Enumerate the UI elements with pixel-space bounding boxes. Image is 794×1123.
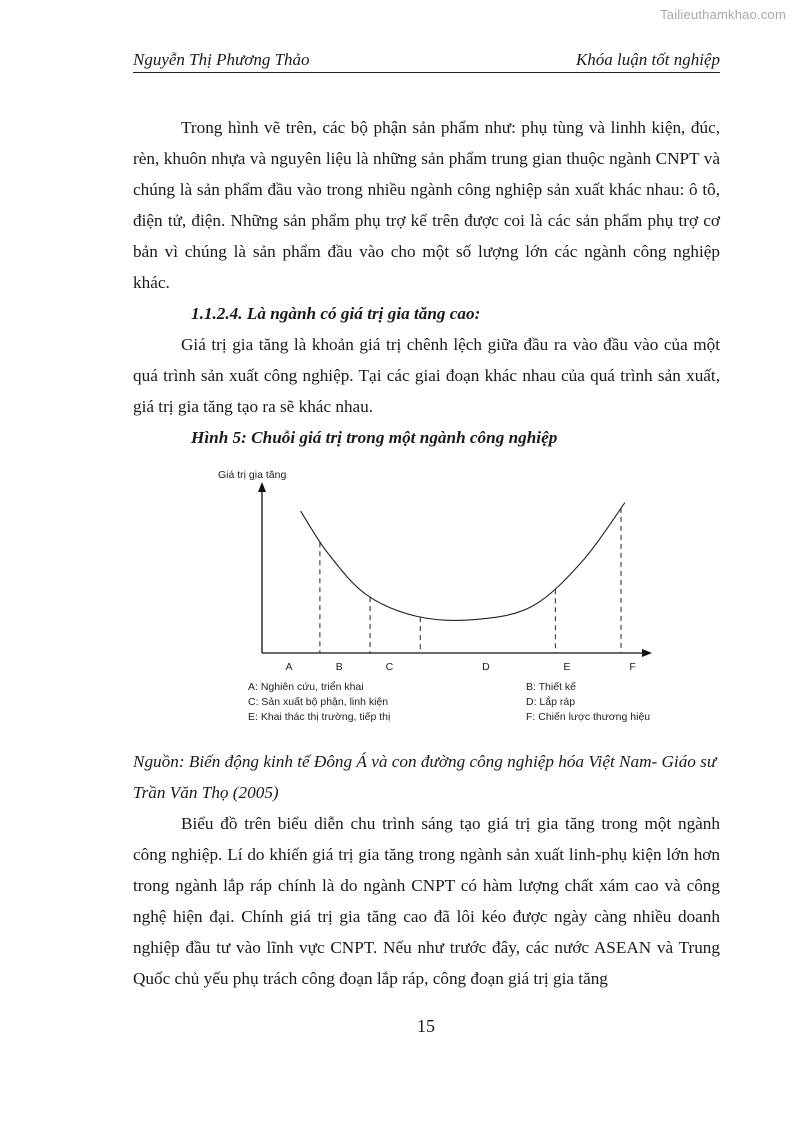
stage-label-f: F	[629, 661, 636, 673]
y-axis-label: Giá trị gia tăng	[218, 469, 287, 481]
main-content-continued	[133, 808, 720, 994]
figure-title: Hình 5: Chuỗi giá trị trong một ngành công nghiệp	[191, 428, 558, 447]
paragraph-3: Biểu đồ trên biểu diễn chu trình sáng tạo giá trị gia tăng trong một ngành công nghiệp. Lí do khiến giá trị gia tăng trong ngành sản xuất linh-phụ kiện lớn hơn trong ngành lắp ráp chính là do ngành CNPT có hàm lượng chất xám cao và công nghệ hiện đại. Chính giá trị gia tăng cao đã lôi kéo được ngày càng nhiều doanh nghiệp đầu tư vào lĩnh vực CNPT. Nếu như trước đây, các nước ASEAN và Trung Quốc chủ yếu phụ trách công đoạn lắp ráp, công đoạn giá trị gia tăng	[133, 814, 720, 988]
value-curve	[301, 503, 625, 621]
y-axis-arrow-icon	[258, 482, 266, 492]
main-content	[133, 112, 720, 453]
value-chain-chart	[210, 460, 670, 730]
stage-label-e: E	[563, 661, 571, 673]
paragraph-2: Giá trị gia tăng là khoản giá trị chênh lệch giữa đầu ra vào đầu vào của một quá trình sản xuất công nghiệp. Tại các giai đoạn khác nhau của quá trình sản xuất, giá trị gia tăng tạo ra sẽ khác nhau.	[133, 335, 720, 416]
paragraph-1: Trong hình vẽ trên, các bộ phận sản phẩm như: phụ tùng và linhh kiện, đúc, rèn, khuôn nhựa và nguyên liệu là những sản phẩm trung gian thuộc ngành CNPT và chúng là sản phẩm đầu vào trong nhiều ngành công nghiệp sản xuất khác nhau: ô tô, điện tử, điện. Những sản phẩm phụ trợ kể trên được coi là các sản phẩm phụ trợ cơ bản vì chúng là sản phẩm đầu vào cho một số lượng lớn các ngành công nghiệp khác.	[133, 118, 720, 292]
legend-item-1: A: Nghiên cứu, triển khai	[248, 681, 364, 693]
value-chain-figure	[210, 460, 670, 730]
header-doc-type: Khóa luận tốt nghiệp	[575, 50, 720, 69]
legend-item-2: B: Thiết kế	[526, 681, 576, 693]
legend-item-5: E: Khai thác thị trường, tiếp thị	[248, 711, 391, 723]
x-axis-arrow-icon	[642, 649, 652, 657]
page-number: 15	[417, 1016, 435, 1036]
legend-item-3: C: Sản xuất bộ phận, linh kiện	[248, 696, 389, 708]
watermark: Tailieuthamkhao.com	[660, 7, 786, 22]
legend-item-4: D: Lắp ráp	[526, 696, 576, 708]
header-author: Nguyễn Thị Phương Thảo	[133, 50, 310, 69]
stage-label-d: D	[482, 661, 490, 673]
legend-item-6: F: Chiến lược thương hiệu	[526, 711, 651, 723]
figure-source: Nguồn: Biến động kinh tế Đông Á và con đường công nghiệp hóa Việt Nam- Giáo sư Trần Văn Thọ (2005)	[133, 752, 717, 802]
page-header	[133, 50, 720, 73]
section-heading: 1.1.2.4. Là ngành có giá trị gia tăng cao:	[191, 304, 481, 323]
stage-label-a: A	[285, 661, 293, 673]
stage-label-b: B	[335, 661, 343, 673]
stage-label-c: C	[385, 661, 394, 673]
